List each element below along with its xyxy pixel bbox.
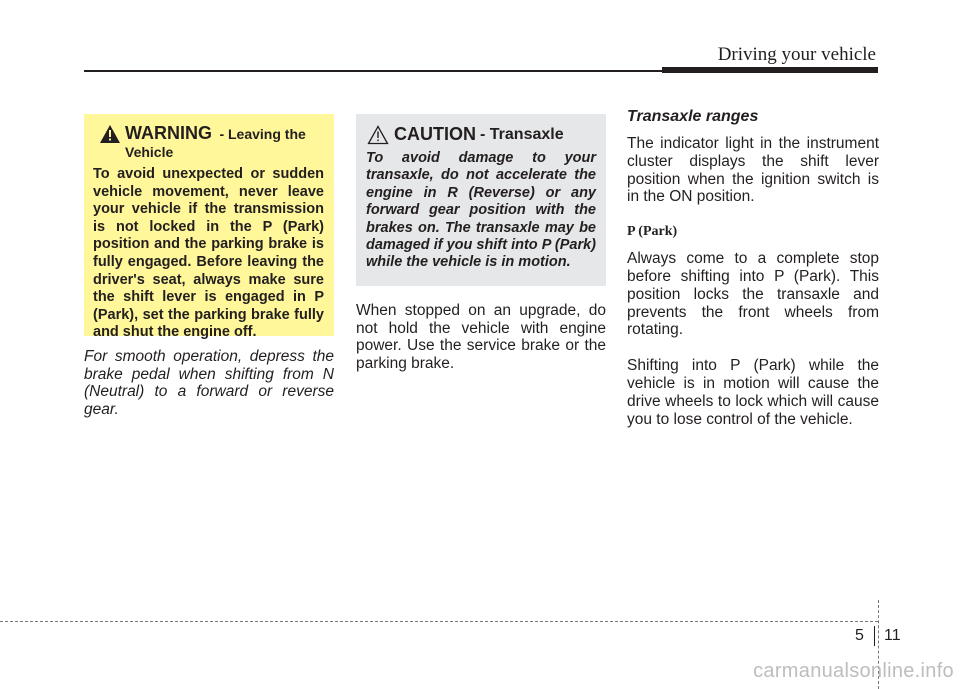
transaxle-ranges-section — [627, 108, 879, 446]
page-header-title: Driving your vehicle — [717, 44, 876, 65]
caution-box — [356, 114, 606, 286]
transaxle-ranges-heading: Transaxle ranges — [627, 108, 759, 125]
caution-title: CAUTION — [394, 124, 476, 144]
caution-subtitle: - Transaxle — [480, 125, 564, 143]
park-paragraph-1: Always come to a complete stop before shifting into P (Park). This position locks the transaxle and prevents the front wheels from rotating. — [627, 250, 879, 339]
warning-subtitle: - Leaving the Vehicle — [125, 126, 306, 160]
warning-box — [84, 114, 334, 341]
warning-body: To avoid unexpected or sudden vehicle movement, never leave your vehicle if the transmission is not locked in the P (Park) position and the parking brake is fully engaged. Before leaving the driver's seat, always make sure the shift lever is engaged in P (Park), set the parking brake fully and shut the engine off. — [93, 166, 324, 341]
footer-dashed-rule — [0, 621, 878, 622]
park-paragraph-2: Shifting into P (Park) while the vehicle is in motion will cause the drive wheels to lock which will cause you to lose control of the vehicle. — [627, 357, 879, 428]
page-number: 11 — [884, 627, 901, 644]
header-rule-thin — [84, 70, 662, 72]
transaxle-ranges-intro: The indicator light in the instrument cluster displays the shift lever position when the ignition switch is in the ON position. — [627, 135, 879, 206]
warning-triangle-icon — [99, 124, 121, 144]
page-chapter-number: 5 — [855, 627, 864, 644]
smooth-operation-note: For smooth operation, depress the brake pedal when shifting from N (Neutral) to a forward or reverse gear. — [84, 348, 334, 418]
page-number-separator — [874, 626, 875, 646]
upgrade-paragraph: When stopped on an upgrade, do not hold the vehicle with engine power. Use the service brake or the parking brake. — [356, 302, 606, 372]
watermark: carmanualsonline.info — [753, 660, 954, 682]
caution-triangle-icon — [367, 125, 389, 145]
header-rule-thick — [662, 67, 878, 73]
park-heading: P (Park) — [627, 224, 678, 240]
warning-title: WARNING — [125, 123, 212, 143]
warning-header — [93, 124, 324, 162]
caution-body: To avoid damage to your transaxle, do not accelerate the engine in R (Reverse) or any forward gear position with the brakes on. The transaxle may be damaged if you shift into P (Park) while the vehicle is in motion. — [366, 150, 596, 271]
caution-header — [366, 124, 596, 145]
